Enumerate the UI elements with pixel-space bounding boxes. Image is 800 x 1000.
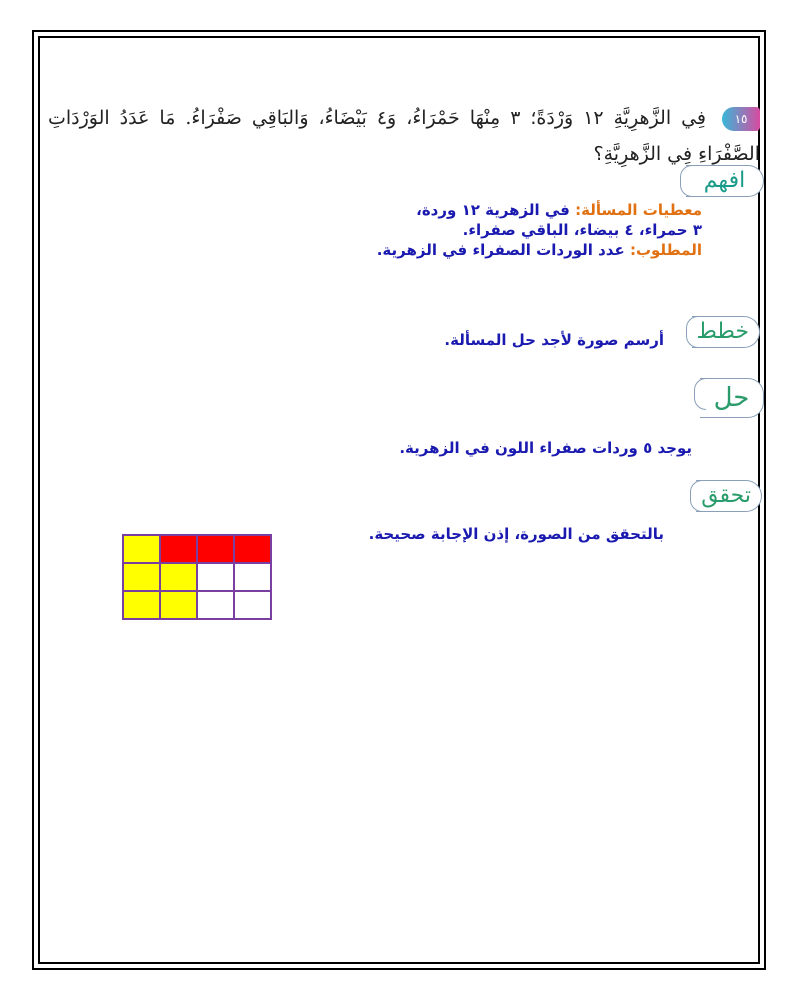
grid-cell-red — [160, 535, 197, 563]
tab-solve: حل — [700, 378, 764, 418]
required-line — [142, 240, 702, 260]
grid-cell-white — [197, 563, 234, 591]
given-label: معطيات المسألة: — [575, 201, 702, 219]
grid-cell-white — [197, 591, 234, 619]
required-label: المطلوب: — [629, 241, 702, 259]
page-frame-inner — [38, 36, 760, 964]
solve-text: يوجد ٥ وردات صفراء اللون في الزهرية. — [399, 439, 692, 457]
grid-cell-white — [234, 563, 271, 591]
question-number-badge: ١٥ — [722, 107, 760, 131]
required-text: عدد الوردات الصفراء في الزهرية. — [376, 241, 625, 259]
grid-cell-yellow — [123, 563, 160, 591]
grid-cell-red — [197, 535, 234, 563]
grid-cell-white — [234, 591, 271, 619]
grid-cell-yellow — [123, 535, 160, 563]
tab-check: تحقق — [696, 480, 762, 512]
given-block — [142, 200, 702, 260]
question — [48, 100, 760, 172]
check-text: بالتحقق من الصورة، إذن الإجابة صحيحة. — [368, 525, 664, 543]
tab-understand: افهم — [686, 165, 764, 197]
given-line2-text: ٣ حمراء، ٤ بيضاء، الباقي صفراء. — [462, 221, 702, 239]
given-line1-text: في الزهرية ١٢ وردة، — [416, 201, 570, 219]
grid-cell-yellow — [160, 591, 197, 619]
plan-text: أرسم صورة لأجد حل المسألة. — [444, 331, 664, 349]
grid-cell-yellow — [160, 563, 197, 591]
grid-cell-yellow — [123, 591, 160, 619]
tab-plan: خطط — [692, 316, 760, 348]
flower-grid — [122, 534, 272, 620]
grid-cell-red — [234, 535, 271, 563]
question-text: فِي الزَّهرِيَّةِ ١٢ وَرْدَةً؛ ٣ مِنْهَا حَمْرَاءُ، وَ٤ بَيْضَاءُ، وَالبَاقِي صَفْرَاءُ. مَا عَدَدُ الوَرْدَاتِ الصَّفْرَاءِ فِي الزَّهرِيَّةِ؟ — [48, 107, 760, 165]
given-line-1 — [142, 200, 702, 220]
